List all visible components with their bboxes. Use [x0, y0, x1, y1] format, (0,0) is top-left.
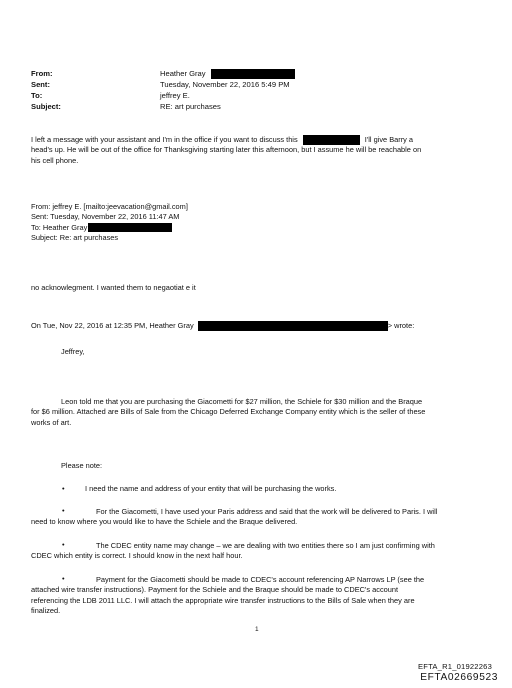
main-line-1: Leon told me that you are purchasing the Giacometti for $27 million, the Schiele for $30 million and the Braque	[61, 397, 423, 406]
please-note: Please note:	[61, 461, 103, 470]
reply-line-3: his cell phone.	[31, 155, 79, 165]
subject-value: RE: art purchases	[160, 102, 221, 111]
bullet-icon: •	[62, 506, 65, 515]
quote-intro-tail: > wrote:	[387, 321, 415, 330]
ack-line: no acknowlegment. I wanted them to negaotiat e it	[31, 283, 196, 292]
bullet-3-line-2: CDEC which entity is correct. I should know in the next half hour.	[31, 551, 243, 561]
bullet-icon: •	[62, 574, 65, 583]
fwd-to	[31, 223, 188, 233]
reply-line-1-tail: I'll give Barry a	[364, 135, 414, 144]
redaction-box	[88, 223, 172, 232]
bullet-4-line-2: attached wire transfer instructions). Payment for the Schiele and the Braque should be made to CDEC's account	[31, 585, 399, 595]
fwd-sent: Sent: Tuesday, November 22, 2016 11:47 AM	[31, 212, 180, 222]
bullet-1-text: I need the name and address of your entity that will be purchasing the works.	[85, 484, 337, 493]
reply-line-1	[31, 135, 421, 145]
fwd-from: From: jeffrey E. [mailto:jeevacation@gmail.com]	[31, 202, 188, 211]
reply-line-1-text: I left a message with your assistant and I'm in the office if you want to discuss this	[31, 135, 298, 144]
footer-id-large: EFTA02669523	[420, 672, 498, 683]
main-line-3: works of art.	[31, 417, 72, 427]
reply-body	[31, 135, 421, 166]
subject-row	[31, 102, 331, 112]
quote-intro-text: On Tue, Nov 22, 2016 at 12:35 PM, Heather Gray	[31, 321, 194, 330]
bullet-4-line-4: finalized.	[31, 606, 61, 616]
bullet-2-line-2: need to know where you would like to have the Schiele and the Braque delivered.	[31, 517, 298, 527]
sent-value: Tuesday, November 22, 2016 5:49 PM	[160, 80, 290, 89]
redaction-box	[198, 321, 388, 331]
bullet-4-line-3: referencing the LDB 2011 LLC. I will attach the appropriate wire transfer instructions to the Bills of Sale when they are	[31, 595, 415, 605]
bullet-3-line-1: The CDEC entity name may change – we are dealing with two entities there so I am just confirming with	[96, 541, 435, 550]
from-row	[31, 69, 331, 79]
to-row	[31, 91, 331, 101]
bullet-icon: •	[62, 540, 65, 549]
subject-label: Subject:	[31, 102, 61, 111]
to-label: To:	[31, 91, 43, 100]
from-value	[160, 69, 295, 79]
redaction-box	[211, 69, 295, 79]
quote-intro	[31, 321, 414, 331]
main-line-2: for $6 million. Attached are Bills of Sale from the Chicago Deferred Exchange Company entity which is the seller of these	[31, 407, 426, 417]
main-paragraph	[31, 397, 425, 428]
to-value: jeffrey E.	[160, 91, 190, 100]
forwarded-header	[31, 202, 188, 244]
bullet-icon: •	[62, 484, 65, 493]
reply-line-2: head's up. He will be out of the office for Thanksgiving starting later this afternoon, but I assume he will be reachable on	[31, 145, 422, 155]
bullet-4-text	[31, 575, 424, 617]
from-name: Heather Gray	[160, 69, 206, 78]
footer-id-small: EFTA_R1_01922263	[418, 662, 492, 671]
bullet-4-line-1: Payment for the Giacometti should be made to CDEC's account referencing AP Narrows LP (see the	[96, 575, 425, 584]
bullet-2-text	[31, 507, 437, 528]
bullet-2-line-1: For the Giacometti, I have used your Paris address and said that the work will be delivered to Paris. I will	[96, 507, 438, 516]
from-label: From:	[31, 69, 53, 78]
redaction-box	[303, 135, 360, 145]
fwd-to-text: To: Heather Gray	[31, 222, 88, 232]
page-number: 1	[255, 626, 259, 633]
sent-label: Sent:	[31, 80, 50, 89]
fwd-subject: Subject: Re: art purchases	[31, 233, 119, 243]
bullet-3-text	[31, 541, 435, 562]
greeting: Jeffrey,	[61, 347, 85, 356]
sent-row	[31, 80, 351, 90]
